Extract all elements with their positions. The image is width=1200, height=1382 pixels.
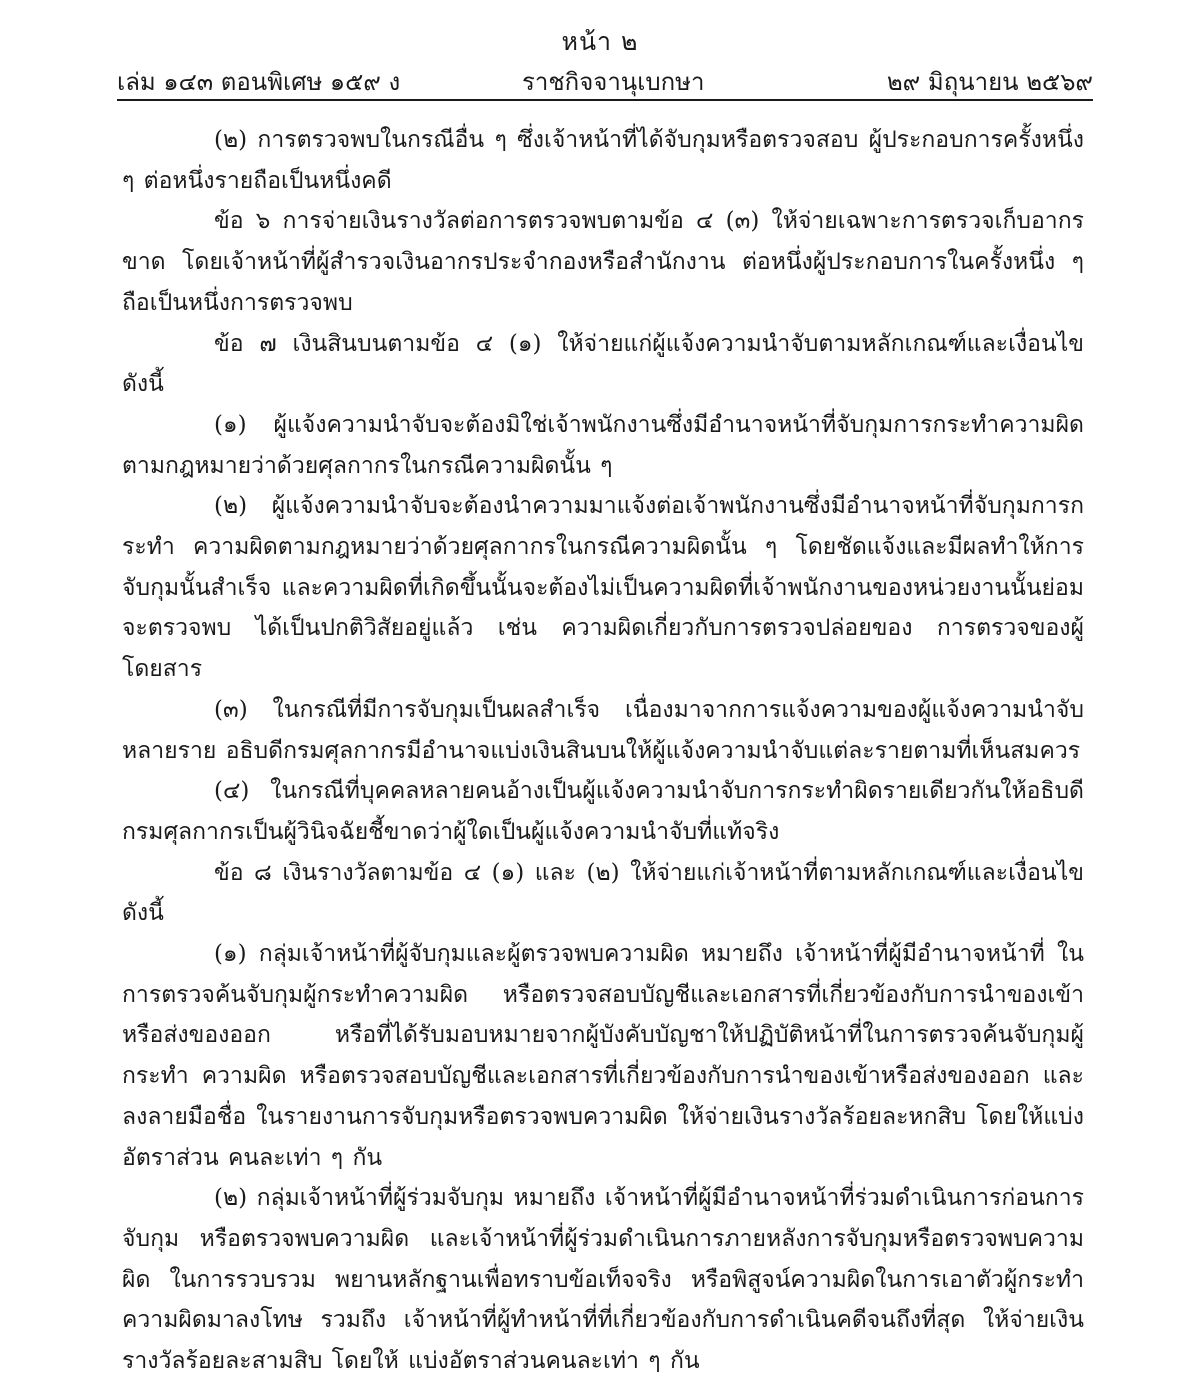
header-divider (117, 99, 1093, 101)
paragraph-article-8-1: (๑) กลุ่มเจ้าหน้าที่ผู้จับกุมและผู้ตรวจพบความผิด หมายถึง เจ้าหน้าที่ผู้มีอำนาจหน้าที่ ในการตรวจค้นจับกุมผู้กระทำความผิด หรือตรวจสอบบัญชีและเอกสารที่เกี่ยวข้องกับการนำของเข้า หรือส่งของออก หรือที่ได้รับมอบหมายจากผู้บังคับบัญชาให้ปฏิบัติหน้าที่ในการตรวจค้นจับกุมผู้กระทำ ความผิด หรือตรวจสอบบัญชีและเอกสารที่เกี่ยวข้องกับการนำของเข้าหรือส่งของออก และลงลายมือชื่อ ในรายงานการจับกุมหรือตรวจพบความผิด ให้จ่ายเงินรางวัลร้อยละหกสิบ โดยให้แบ่งอัตราส่วน คนละเท่า ๆ กัน (122, 941, 1084, 1171)
paragraph-clause-5-2: (๒) การตรวจพบในกรณีอื่น ๆ ซึ่งเจ้าหน้าที่ได้จับกุมหรือตรวจสอบ ผู้ประกอบการครั้งหนึ่ง ๆ ต่อหนึ่งรายถือเป็นหนึ่งคดี (122, 127, 1084, 194)
publication-date: ๒๙ มิถุนายน ๒๕๖๙ (886, 68, 1093, 96)
paragraph-article-7: ข้อ ๗ เงินสินบนตามข้อ ๔ (๑) ให้จ่ายแก่ผู้แจ้งความนำจับตามหลักเกณฑ์และเงื่อนไข ดังนี้ (122, 330, 1084, 398)
publication-name: ราชกิจจานุเบกษา (522, 68, 705, 96)
paragraph-article-7-2: (๒) ผู้แจ้งความนำจับจะต้องนำความมาแจ้งต่อเจ้าพนักงานซึ่งมีอำนาจหน้าที่จับกุมการกระทำ ความผิดตามกฎหมายว่าด้วยศุลกากรในกรณีความผิดนั้น ๆ โดยชัดแจ้งและมีผลทำให้การจับกุมนั้นสำเร็จ และความผิดที่เกิดขึ้นนั้นจะต้องไม่เป็นความผิดที่เจ้าพนักงานของหน่วยงานนั้นย่อมจะตรวจพบ ได้เป็นปกติวิสัยอยู่แล้ว เช่น ความผิดเกี่ยวกับการตรวจปล่อยของ การตรวจของผู้โดยสาร (122, 493, 1084, 683)
paragraph-article-7-3: (๓) ในกรณีที่มีการจับกุมเป็นผลสำเร็จ เนื่องมาจากการแจ้งความของผู้แจ้งความนำจับหลายราย อธิบดีกรมศุลกากรมีอำนาจแบ่งเงินสินบนให้ผู้แจ้งความนำจับแต่ละรายตามที่เห็นสมควร (122, 696, 1084, 764)
page-number: หน้า ๒ (561, 27, 639, 56)
document-body (122, 120, 1084, 1382)
paragraph-article-7-1: (๑) ผู้แจ้งความนำจับจะต้องมิใช่เจ้าพนักงานซึ่งมีอำนาจหน้าที่จับกุมการกระทำความผิด ตามกฎหมายว่าด้วยศุลกากรในกรณีความผิดนั้น ๆ (122, 411, 1084, 479)
gazette-header (117, 62, 1093, 98)
paragraph-article-8-2: (๒) กลุ่มเจ้าหน้าที่ผู้ร่วมจับกุม หมายถึง เจ้าหน้าที่ผู้มีอำนาจหน้าที่ร่วมดำเนินการก่อนการจับกุม หรือตรวจพบความผิด และเจ้าหน้าที่ผู้ร่วมดำเนินการภายหลังการจับกุมหรือตรวจพบความผิด ในการรวบรวม พยานหลักฐานเพื่อทราบข้อเท็จจริง หรือพิสูจน์ความผิดในการเอาตัวผู้กระทำความผิดมาลงโทษ รวมถึง เจ้าหน้าที่ผู้ทำหน้าที่ที่เกี่ยวข้องกับการดำเนินคดีจนถึงที่สุด ให้จ่ายเงินรางวัลร้อยละสามสิบ โดยให้ แบ่งอัตราส่วนคนละเท่า ๆ กัน (122, 1185, 1084, 1375)
volume-issue: เล่ม ๑๔๓ ตอนพิเศษ ๑๕๙ ง (117, 68, 401, 96)
paragraph-article-8: ข้อ ๘ เงินรางวัลตามข้อ ๔ (๑) และ (๒) ให้จ่ายแก่เจ้าหน้าที่ตามหลักเกณฑ์และเงื่อนไข ดังนี้ (122, 859, 1084, 927)
paragraph-article-6: ข้อ ๖ การจ่ายเงินรางวัลต่อการตรวจพบตามข้อ ๔ (๓) ให้จ่ายเฉพาะการตรวจเก็บอากรขาด โดยเจ้าหน้าที่ผู้สำรวจเงินอากรประจำกองหรือสำนักงาน ต่อหนึ่งผู้ประกอบการในครั้งหนึ่ง ๆ ถือเป็นหนึ่งการตรวจพบ (122, 208, 1084, 316)
paragraph-article-7-4: (๔) ในกรณีที่บุคคลหลายคนอ้างเป็นผู้แจ้งความนำจับการกระทำผิดรายเดียวกันให้อธิบดี กรมศุลกากรเป็นผู้วินิจฉัยชี้ขาดว่าผู้ใดเป็นผู้แจ้งความนำจับที่แท้จริง (122, 778, 1084, 845)
